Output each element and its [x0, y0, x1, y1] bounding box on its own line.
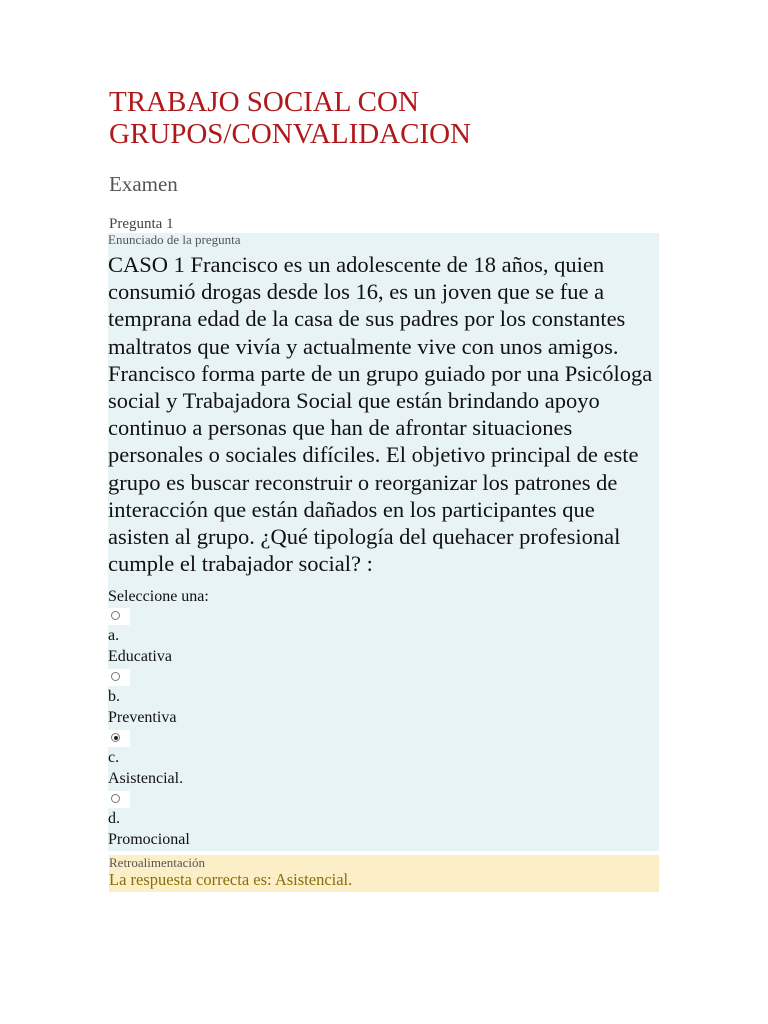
question-label: Enunciado de la pregunta — [108, 232, 241, 247]
option-letter: b. — [108, 688, 120, 706]
answer-option-b[interactable] — [108, 669, 659, 729]
radio-icon — [111, 611, 120, 620]
answer-option-c[interactable] — [108, 730, 659, 790]
feedback-text: La respuesta correcta es: Asistencial. — [109, 870, 353, 890]
select-one-label: Seleccione una: — [108, 588, 209, 606]
question-number: Pregunta 1 — [109, 216, 174, 232]
option-text: Asistencial. — [108, 770, 184, 788]
option-letter: a. — [108, 627, 120, 645]
answer-option-a[interactable] — [108, 608, 659, 668]
option-letter: c. — [108, 749, 120, 767]
radio-icon — [111, 672, 120, 681]
exam-page — [109, 86, 659, 892]
title-line-2: GRUPOS/CONVALIDACION — [109, 118, 472, 150]
title-line-1: TRABAJO SOCIAL CON — [109, 86, 419, 118]
radio-button-b[interactable] — [108, 669, 130, 686]
question-box — [108, 233, 659, 851]
page-title — [109, 86, 659, 150]
radio-button-d[interactable] — [108, 791, 130, 808]
question-text: CASO 1 Francisco es un adolescente de 18 años, quien consumió drogas desde los 16, es un joven que se fue a temprana edad de la casa de sus padres por los constantes maltratos que vivía y actualmente vive con unos amigos. Francisco forma parte de un grupo guiado por una Psicóloga social y Trabajadora Social que están brindando apoyo continuo a personas que han de afrontar situaciones personales o sociales difíciles. El objetivo principal de este grupo es buscar reconstruir o reorganizar los patrones de interacción que están dañados en los participantes que asisten al grupo. ¿Qué tipología del quehacer profesional cumple el trabajador social? : — [108, 252, 653, 577]
option-text: Educativa — [108, 648, 172, 666]
option-text: Preventiva — [108, 709, 177, 727]
feedback-box — [109, 855, 659, 892]
radio-icon — [111, 794, 120, 803]
exam-subtitle: Examen — [109, 172, 178, 196]
option-letter: d. — [108, 810, 120, 828]
radio-checked-icon — [111, 733, 120, 742]
option-text: Promocional — [108, 831, 190, 849]
feedback-label: Retroalimentación — [109, 855, 206, 871]
radio-button-c[interactable] — [108, 730, 130, 747]
radio-button-a[interactable] — [108, 608, 130, 625]
answer-option-d[interactable] — [108, 791, 659, 851]
